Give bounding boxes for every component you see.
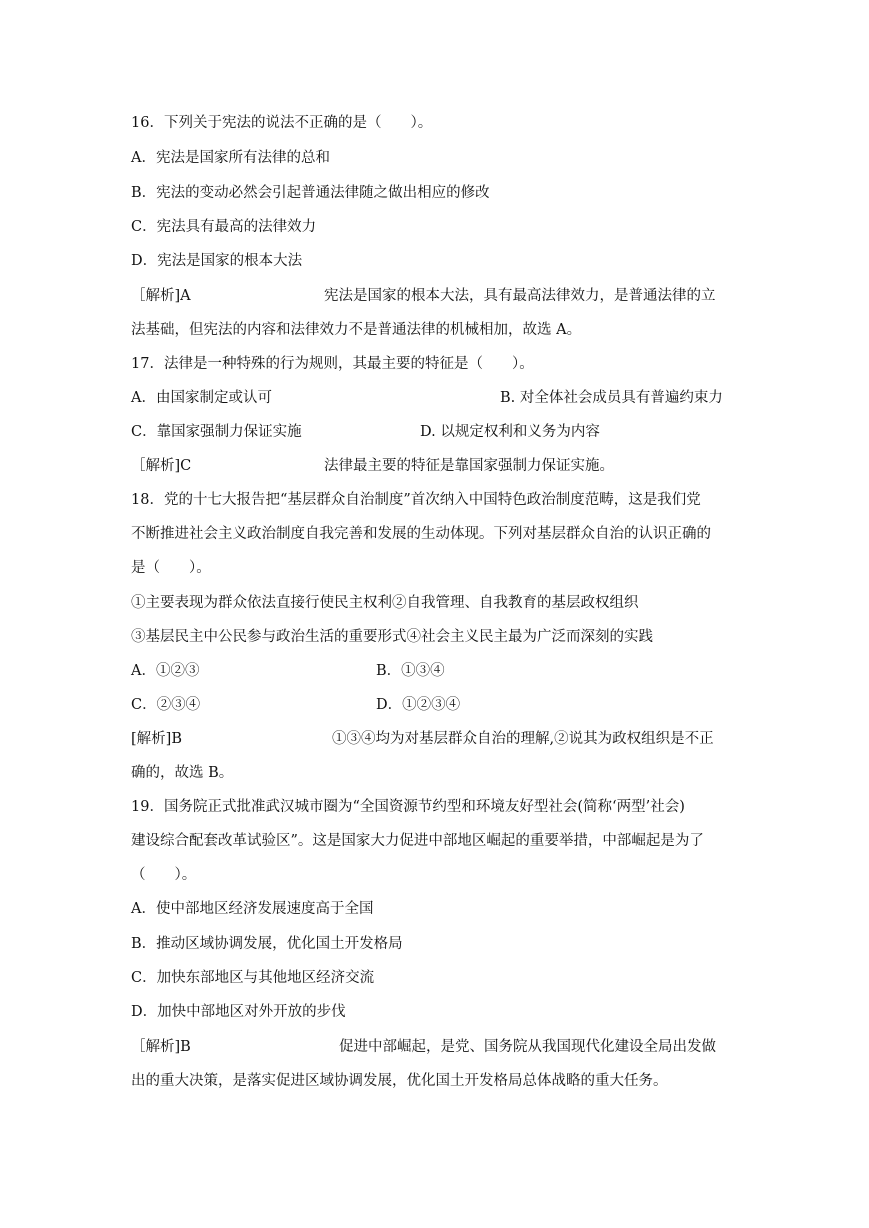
q19-analysis-text: 促进中部崛起，是党、国务院从我国现代化建设全局出发做 bbox=[339, 1039, 716, 1055]
q18-option-b: B．①③④ bbox=[376, 663, 445, 679]
q19-analysis-label: ［解析]B bbox=[131, 1039, 191, 1055]
q16-analysis-text: 宪法是国家的根本大法，具有最高法律效力，是普通法律的立 bbox=[324, 288, 716, 304]
q18-statements-2: ③基层民主中公民参与政治生活的重要形式④社会主义民主最为广泛而深刻的实践 bbox=[131, 629, 653, 645]
q19-option-b: B．推动区域协调发展，优化国土开发格局 bbox=[131, 936, 403, 952]
q19-stem-line3: （ ）。 bbox=[131, 867, 197, 883]
q16-stem: 16．下列关于宪法的说法不正确的是（ ）。 bbox=[131, 115, 433, 131]
q17-analysis-text: 法律最主要的特征是靠国家强制力保证实施。 bbox=[324, 458, 614, 474]
q18-option-c: C．②③④ bbox=[131, 697, 201, 713]
q19-stem-line2: 建设综合配套改革试验区”。这是国家大力促进中部地区崛起的重要举措，中部崛起是为了 bbox=[131, 833, 704, 849]
q16-option-b: B．宪法的变动必然会引起普通法律随之做出相应的修改 bbox=[131, 185, 490, 201]
q16-analysis-label: ［解析]A bbox=[131, 288, 191, 304]
q17-option-a: A．由国家制定或认可 bbox=[131, 390, 272, 406]
q18-stem-line1: 18．党的十七大报告把“基层群众自治制度”首次纳入中国特色政治制度范畴，这是我们党 bbox=[131, 492, 701, 508]
q19-option-c: C．加快东部地区与其他地区经济交流 bbox=[131, 970, 375, 986]
q19-option-a: A．使中部地区经济发展速度高于全国 bbox=[131, 901, 374, 917]
q18-stem-line3: 是（ ）。 bbox=[131, 560, 211, 576]
q16-analysis-text-cont: 法基础，但宪法的内容和法律效力不是普通法律的机械相加，故选 A。 bbox=[131, 322, 582, 338]
q17-option-d: D. 以规定权利和义务为内容 bbox=[420, 424, 600, 440]
q19-stem-line1: 19．国务院正式批准武汉城市圈为“全国资源节约型和环境友好型社会(简称‘两型’社会) bbox=[131, 799, 685, 815]
q18-option-d: D．①②③④ bbox=[376, 697, 461, 713]
q17-analysis-label: ［解析]C bbox=[131, 458, 192, 474]
q17-stem: 17．法律是一种特殊的行为规则，其最主要的特征是（ ）。 bbox=[131, 356, 534, 372]
q16-option-d: D．宪法是国家的根本大法 bbox=[131, 253, 303, 269]
q18-statements-1: ①主要表现为群众依法直接行使民主权利②自我管理、自我教育的基层政权组织 bbox=[131, 595, 639, 611]
q19-option-d: D．加快中部地区对外开放的步伐 bbox=[131, 1004, 346, 1020]
q17-option-c: C．靠国家强制力保证实施 bbox=[131, 424, 302, 440]
q17-option-b: B. 对全体社会成员具有普遍约束力 bbox=[500, 390, 723, 406]
q16-option-a: A．宪法是国家所有法律的总和 bbox=[131, 150, 330, 166]
q18-option-a: A．①②③ bbox=[131, 663, 200, 679]
q18-analysis-text: ①③④均为对基层群众自治的理解,②说其为政权组织是不正 bbox=[332, 731, 714, 747]
q18-analysis-text-cont: 确的，故选 B。 bbox=[131, 765, 234, 781]
q19-analysis-text-cont: 出的重大决策，是落实促进区域协调发展，优化国土开发格局总体战略的重大任务。 bbox=[131, 1073, 668, 1089]
q16-option-c: C．宪法具有最高的法律效力 bbox=[131, 219, 317, 235]
q18-stem-line2: 不断推进社会主义政治制度自我完善和发展的生动体现。下列对基层群众自治的认识正确的 bbox=[131, 526, 711, 542]
q18-analysis-label: [解析]B bbox=[131, 731, 182, 747]
